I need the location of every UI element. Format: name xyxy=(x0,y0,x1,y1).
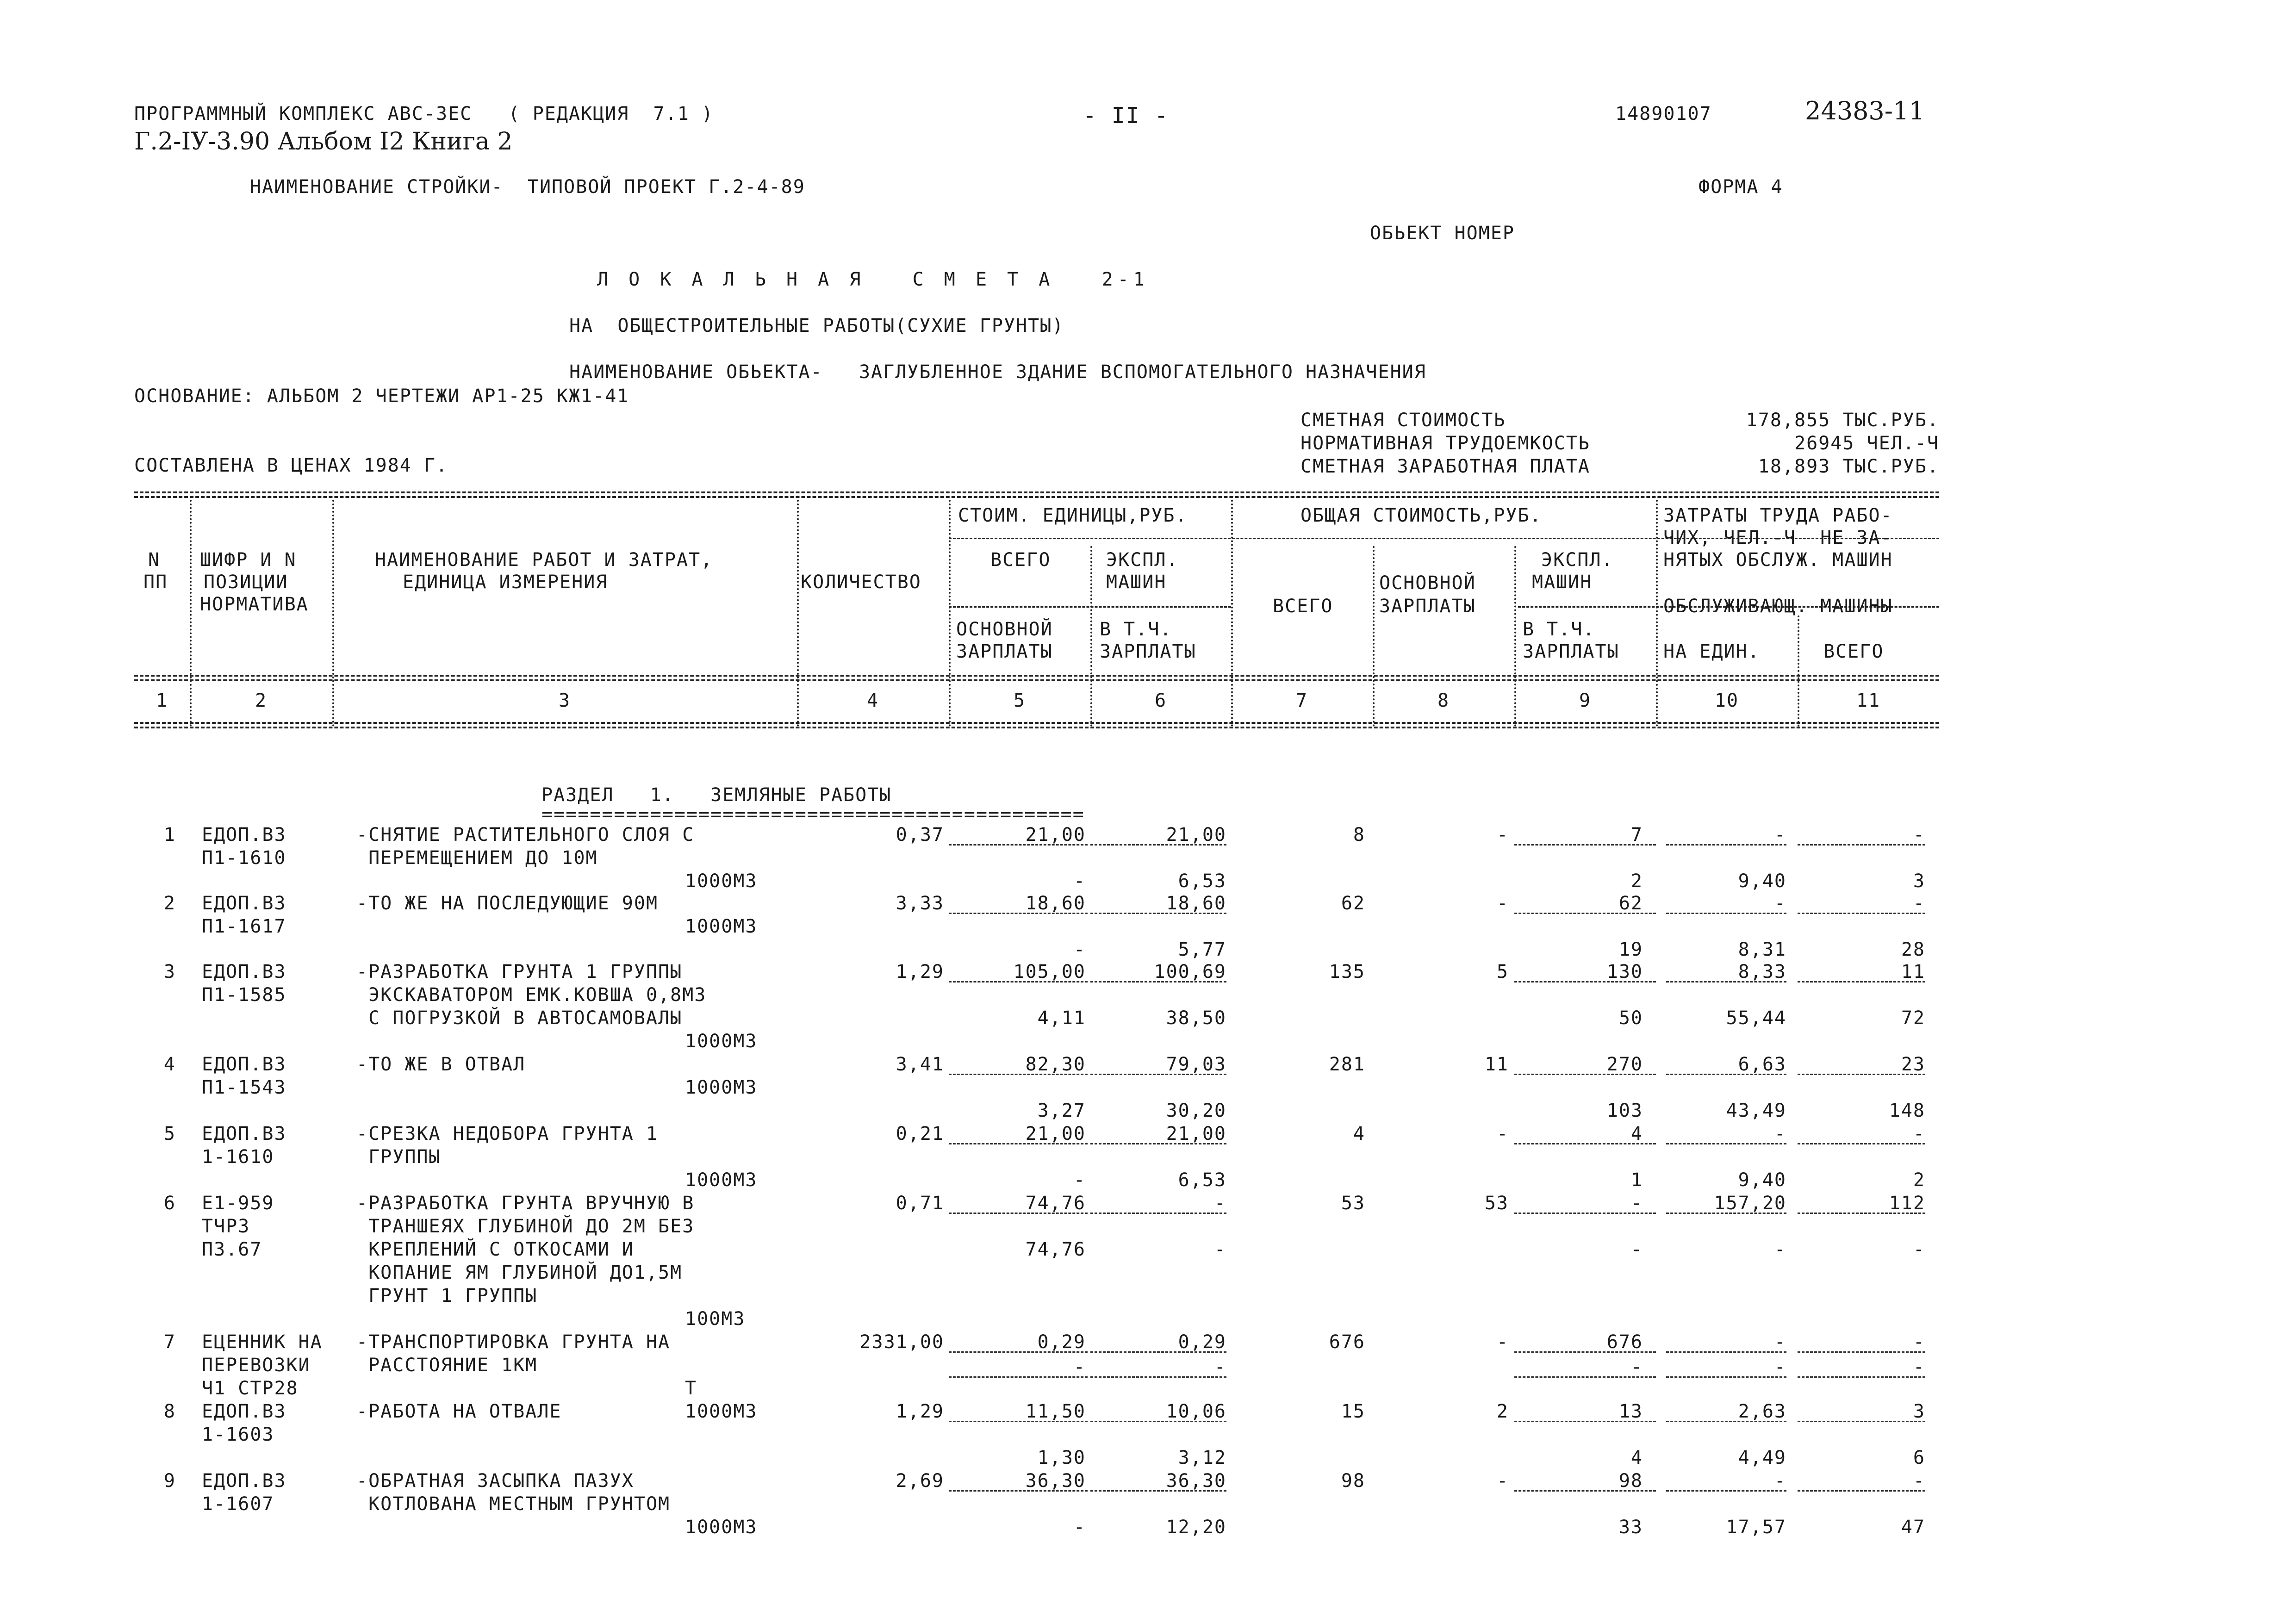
row-total-all: 62 xyxy=(1341,893,1365,914)
row-labor-unit: - xyxy=(1774,893,1786,914)
row-name: -ТРАНСПОРТИРОВКА ГРУНТА НА xyxy=(356,1331,671,1353)
row-unit: 1000М3 xyxy=(685,1401,758,1422)
cell-underline xyxy=(1514,913,1656,914)
colnum: 4 xyxy=(866,690,879,711)
cell-underline xyxy=(1666,913,1786,914)
cell-underline xyxy=(1666,1376,1786,1378)
cell-underline xyxy=(1798,1421,1925,1422)
hdr-unit-cost: СТОИМ. ЕДИНИЦЫ,РУБ. xyxy=(958,505,1188,526)
cell-underline xyxy=(1090,1074,1226,1075)
row-labor-unit: 8,33 xyxy=(1738,961,1786,983)
wage-label: СМЕТНАЯ ЗАРАБОТНАЯ ПЛАТА xyxy=(1300,456,1590,477)
cell-underline xyxy=(949,1074,1088,1075)
row-unit-mach-wage: 38,50 xyxy=(1166,1007,1226,1029)
row-number: 9 xyxy=(163,1470,176,1492)
hdr-labor-serv: ОБСЛУЖИВАЮЩ. МАШИНЫ xyxy=(1663,596,1893,617)
row-labor-unit-serv: 55,44 xyxy=(1726,1007,1786,1029)
prices-year: СОСТАВЛЕНА В ЦЕНАХ 1984 Г. xyxy=(134,455,448,476)
row-unit-mach-wage: - xyxy=(1214,1356,1226,1378)
row-name: ГРУНТ 1 ГРУППЫ xyxy=(356,1285,538,1306)
hdr-total-base-2: ЗАРПЛАТЫ xyxy=(1379,596,1476,617)
row-unit-mach-wage: 12,20 xyxy=(1166,1517,1226,1538)
hdr-n: N xyxy=(148,549,161,571)
cell-underline xyxy=(1798,1143,1925,1144)
total-cost-label: СМЕТНАЯ СТОИМОСТЬ xyxy=(1300,410,1506,431)
hdr-unit-mach-2: МАШИН xyxy=(1106,572,1167,593)
hdr-code-2: ПОЗИЦИИ xyxy=(204,572,288,593)
row-labor-total-serv: 2 xyxy=(1913,1169,1925,1191)
cell-underline xyxy=(1798,981,1925,983)
hdr-pp: ПП xyxy=(143,572,168,593)
hdr-unit-mwage-2: ЗАРПЛАТЫ xyxy=(1100,641,1196,662)
row-total-mach: 4 xyxy=(1630,1123,1643,1144)
row-name: -РАЗРАБОТКА ГРУНТА ВРУЧНУЮ В xyxy=(356,1193,695,1214)
row-name: ЭКСКАВАТОРОМ ЕМК.КОВША 0,8М3 xyxy=(356,984,707,1006)
cell-underline xyxy=(1798,1351,1925,1353)
row-labor-unit: - xyxy=(1774,824,1786,846)
row-labor-unit: 6,63 xyxy=(1738,1054,1786,1075)
hdr-name-2: ЕДИНИЦА ИЗМЕРЕНИЯ xyxy=(403,572,608,593)
row-qty: 1,29 xyxy=(896,961,944,983)
row-total-mach-wage: 1 xyxy=(1630,1169,1643,1191)
row-unit-mach-wage: 3,12 xyxy=(1178,1447,1226,1468)
hdr-unit-mach-1: ЭКСПЛ. xyxy=(1106,549,1179,571)
row-code: ЕЦЕННИК НА xyxy=(202,1331,323,1353)
row-total-all: 135 xyxy=(1329,961,1365,983)
row-code: ЕДОП.ВЗ xyxy=(202,1123,286,1144)
row-unit-wage: - xyxy=(1073,871,1086,892)
row-unit-total: 21,00 xyxy=(1025,1123,1086,1144)
document-code: 14890107 xyxy=(1615,103,1712,124)
cell-underline xyxy=(1090,1143,1226,1144)
row-unit: 1000М3 xyxy=(685,916,758,937)
row-total-mach: - xyxy=(1630,1193,1643,1214)
row-total-mach-wage: 19 xyxy=(1618,939,1643,960)
row-unit: 1000М3 xyxy=(685,1077,758,1098)
cell-underline xyxy=(1090,844,1226,846)
row-labor-total: 3 xyxy=(1913,1401,1925,1422)
cell-underline xyxy=(1514,981,1656,983)
row-total-wage: 5 xyxy=(1496,961,1509,983)
cell-underline xyxy=(1514,1213,1656,1214)
row-unit-total: 0,29 xyxy=(1037,1331,1086,1353)
row-unit: 1000М3 xyxy=(685,871,758,892)
row-total-mach-wage: 33 xyxy=(1618,1517,1643,1538)
object-number: ОБЬЕКТ НОМЕР xyxy=(1370,223,1515,244)
row-qty: 1,29 xyxy=(896,1401,944,1422)
hdr-total-base-1: ОСНОВНОЙ xyxy=(1379,572,1476,594)
row-total-mach-wage: 2 xyxy=(1630,871,1643,892)
row-code: П1-1617 xyxy=(202,916,286,937)
row-number: 2 xyxy=(163,893,176,914)
row-labor-unit-serv: 8,31 xyxy=(1738,939,1786,960)
section-rule: ============================================= xyxy=(541,804,1085,825)
page-title: Л О К А Л Ь Н А Я С М Е Т А 2-1 xyxy=(597,269,1149,290)
row-name: -СРЕЗКА НЕДОБОРА ГРУНТА 1 xyxy=(356,1123,659,1144)
colnum: 3 xyxy=(558,690,571,711)
row-total-wage: - xyxy=(1496,1123,1509,1144)
row-total-wage: 2 xyxy=(1496,1401,1509,1422)
hdr-unit-mwage-1: В Т.Ч. xyxy=(1100,619,1172,640)
row-unit-total: 74,76 xyxy=(1025,1193,1086,1214)
row-code: 1-1610 xyxy=(202,1146,274,1168)
row-qty: 3,41 xyxy=(896,1054,944,1075)
row-code: 1-1603 xyxy=(202,1424,274,1445)
cell-underline xyxy=(1514,1376,1656,1378)
row-code: ЕДОП.ВЗ xyxy=(202,1054,286,1075)
section-title: РАЗДЕЛ 1. ЗЕМЛЯНЫЕ РАБОТЫ xyxy=(541,784,892,806)
cell-underline xyxy=(1090,1490,1226,1492)
hdr-total-mwage-1: В Т.Ч. xyxy=(1523,619,1595,640)
row-unit-wage: - xyxy=(1073,1517,1086,1538)
row-name: -ТО ЖЕ В ОТВАЛ xyxy=(356,1054,526,1075)
cell-underline xyxy=(949,1376,1088,1378)
row-total-mach: 62 xyxy=(1618,893,1643,914)
object-name: НАИМЕНОВАНИЕ ОБЬЕКТА- ЗАГЛУБЛЕННОЕ ЗДАНИЕ ВСПОМОГАТЕЛЬНОГО НАЗНАЧЕНИЯ xyxy=(569,361,1426,383)
cell-underline xyxy=(1090,1351,1226,1353)
row-name: -СНЯТИЕ РАСТИТЕЛЬНОГО СЛОЯ С xyxy=(356,824,695,846)
row-name: -ОБРАТНАЯ ЗАСЫПКА ПАЗУХ xyxy=(356,1470,634,1492)
row-code: П1-1610 xyxy=(202,847,286,869)
numbers-rule xyxy=(134,722,1939,724)
row-unit: Т xyxy=(685,1378,697,1399)
row-unit-mach: 0,29 xyxy=(1178,1331,1226,1353)
hdr-qty: КОЛИЧЕСТВО xyxy=(801,572,921,593)
row-unit: 1000М3 xyxy=(685,1031,758,1052)
cell-underline xyxy=(1090,1213,1226,1214)
row-name: ТРАНШЕЯХ ГЛУБИНОЙ ДО 2М БЕЗ xyxy=(356,1216,695,1237)
program-name: ПРОГРАММНЫЙ КОМПЛЕКС АВС-ЗЕС ( РЕДАКЦИЯ 7.1 ) xyxy=(134,103,714,124)
header-rule-bottom2 xyxy=(134,679,1939,681)
row-qty: 0,37 xyxy=(896,824,944,846)
row-labor-unit: - xyxy=(1774,1331,1786,1353)
hdr-unit-total: ВСЕГО xyxy=(990,549,1051,571)
row-name: ГРУППЫ xyxy=(356,1146,441,1168)
row-name: -ТО ЖЕ НА ПОСЛЕДУЮЩИЕ 90М xyxy=(356,893,659,914)
row-labor-unit: 2,63 xyxy=(1738,1401,1786,1422)
hdr-total-mach-2: МАШИН xyxy=(1532,572,1593,593)
row-qty: 0,21 xyxy=(896,1123,944,1144)
wage-value: 18,893 ТЫС.РУБ. xyxy=(1758,456,1939,477)
cell-underline xyxy=(1798,1213,1925,1214)
row-unit-wage: 1,30 xyxy=(1037,1447,1086,1468)
row-unit-wage: 74,76 xyxy=(1025,1239,1086,1260)
cell-underline xyxy=(1798,1074,1925,1075)
row-name: РАССТОЯНИЕ 1КМ xyxy=(356,1355,538,1376)
hdr-total-all: ВСЕГО xyxy=(1273,596,1333,617)
hdr-total-mwage-2: ЗАРПЛАТЫ xyxy=(1523,641,1619,662)
row-unit-mach: 10,06 xyxy=(1166,1401,1226,1422)
cell-underline xyxy=(949,1490,1088,1492)
colnum: 5 xyxy=(1013,690,1026,711)
row-qty: 2331,00 xyxy=(859,1331,944,1353)
row-unit-mach: 18,60 xyxy=(1166,893,1226,914)
row-code: ПЗ.67 xyxy=(202,1239,262,1260)
cell-underline xyxy=(949,981,1088,983)
row-labor-unit: - xyxy=(1774,1470,1786,1492)
row-total-mach: 270 xyxy=(1606,1054,1643,1075)
row-code: ПЕРЕВОЗКИ xyxy=(202,1355,311,1376)
row-code: ТЧР3 xyxy=(202,1216,250,1237)
row-unit-total: 21,00 xyxy=(1025,824,1086,846)
cell-underline xyxy=(1666,1421,1786,1422)
colnum: 2 xyxy=(255,690,268,711)
row-code: Е1-959 xyxy=(202,1193,274,1214)
row-labor-total-serv: 148 xyxy=(1889,1100,1925,1121)
hdr-code-3: НОРМАТИВА xyxy=(200,594,309,615)
form-label: ФОРМА 4 xyxy=(1699,176,1783,198)
row-code: 1-1607 xyxy=(202,1493,274,1515)
row-labor-total: 11 xyxy=(1901,961,1925,983)
row-number: 3 xyxy=(163,961,176,983)
row-labor-unit-serv: 43,49 xyxy=(1726,1100,1786,1121)
hdr-labor-unit: НА ЕДИН. xyxy=(1663,641,1760,662)
cell-underline xyxy=(949,844,1088,846)
cell-underline xyxy=(1666,1490,1786,1492)
row-code: П1-1543 xyxy=(202,1077,286,1098)
cell-underline xyxy=(1666,1143,1786,1144)
row-total-all: 4 xyxy=(1353,1123,1365,1144)
row-unit-total: 18,60 xyxy=(1025,893,1086,914)
row-labor-unit: 157,20 xyxy=(1714,1193,1786,1214)
cell-underline xyxy=(1514,844,1656,846)
colnum: 8 xyxy=(1437,690,1450,711)
labor-intensity-label: НОРМАТИВНАЯ ТРУДОЕМКОСТЬ xyxy=(1300,433,1590,454)
row-labor-total-serv: 6 xyxy=(1913,1447,1925,1468)
row-code: ЕДОП.ВЗ xyxy=(202,961,286,983)
row-unit-total: 105,00 xyxy=(1013,961,1086,983)
row-unit-mach-wage: - xyxy=(1214,1239,1226,1260)
hdr-labor-3: НЯТЫХ ОБСЛУЖ. МАШИН xyxy=(1663,549,1893,571)
colnum: 6 xyxy=(1154,690,1167,711)
cell-underline xyxy=(949,1421,1088,1422)
hdr-unit-wage-1: ОСНОВНОЙ xyxy=(956,619,1053,640)
cell-underline xyxy=(1514,1074,1656,1075)
row-unit-total: 36,30 xyxy=(1025,1470,1086,1492)
total-cost-value: 178,855 ТЫС.РУБ. xyxy=(1746,410,1939,431)
row-total-mach: 98 xyxy=(1618,1470,1643,1492)
row-unit-mach-wage: 6,53 xyxy=(1178,1169,1226,1191)
row-labor-total-serv: 47 xyxy=(1901,1517,1925,1538)
row-labor-total-serv: 72 xyxy=(1901,1007,1925,1029)
row-unit-mach-wage: 6,53 xyxy=(1178,871,1226,892)
album-reference: Г.2-IУ-3.90 Альбом I2 Книга 2 xyxy=(134,128,513,155)
row-labor-total: - xyxy=(1913,1123,1925,1144)
row-total-mach-wage: - xyxy=(1630,1239,1643,1260)
row-total-mach: 13 xyxy=(1618,1401,1643,1422)
cell-underline xyxy=(949,1143,1088,1144)
row-number: 1 xyxy=(163,824,176,846)
row-total-wage: 53 xyxy=(1484,1193,1509,1214)
row-labor-unit-serv: 17,57 xyxy=(1726,1517,1786,1538)
row-unit: 1000М3 xyxy=(685,1169,758,1191)
colnum: 1 xyxy=(156,690,168,711)
cell-underline xyxy=(1514,1351,1656,1353)
row-total-wage: - xyxy=(1496,1331,1509,1353)
row-number: 6 xyxy=(163,1193,176,1214)
header-rule-top xyxy=(134,491,1939,493)
colnum: 9 xyxy=(1579,690,1592,711)
row-name: ПЕРЕМЕЩЕНИЕМ ДО 10М xyxy=(356,847,598,869)
row-unit-mach: 36,30 xyxy=(1166,1470,1226,1492)
row-qty: 3,33 xyxy=(896,893,944,914)
row-name: КОПАНИЕ ЯМ ГЛУБИНОЙ ДО1,5М xyxy=(356,1262,683,1283)
row-total-mach-wage: - xyxy=(1630,1356,1643,1378)
row-labor-total-serv: 28 xyxy=(1901,939,1925,960)
row-number: 7 xyxy=(163,1331,176,1353)
row-total-wage: - xyxy=(1496,893,1509,914)
row-unit-mach: 79,03 xyxy=(1166,1054,1226,1075)
colnum: 11 xyxy=(1856,690,1881,711)
header-rule-bottom xyxy=(134,675,1939,677)
row-name: -РАЗРАБОТКА ГРУНТА 1 ГРУППЫ xyxy=(356,961,683,983)
row-unit-wage: 4,11 xyxy=(1037,1007,1086,1029)
cell-underline xyxy=(1666,1351,1786,1353)
row-labor-total: - xyxy=(1913,1331,1925,1353)
hdr-labor-total: ВСЕГО xyxy=(1823,641,1884,662)
row-total-wage: 11 xyxy=(1484,1054,1509,1075)
header-rule-top2 xyxy=(134,496,1939,498)
cell-underline xyxy=(949,913,1088,914)
labor-intensity-value: 26945 ЧЕЛ.-Ч xyxy=(1794,433,1939,454)
row-total-mach: 130 xyxy=(1606,961,1643,983)
row-total-mach: 7 xyxy=(1630,824,1643,846)
row-total-wage: - xyxy=(1496,824,1509,846)
hdr-total-mach-1: ЭКСПЛ. xyxy=(1541,549,1614,571)
row-code: ЕДОП.ВЗ xyxy=(202,893,286,914)
row-labor-unit: - xyxy=(1774,1123,1786,1144)
row-labor-unit-serv: 9,40 xyxy=(1738,871,1786,892)
cell-underline xyxy=(1666,1074,1786,1075)
row-unit-mach-wage: 30,20 xyxy=(1166,1100,1226,1121)
handwritten-number: 24383-11 xyxy=(1805,96,1925,125)
row-qty: 2,69 xyxy=(896,1470,944,1492)
row-total-wage: - xyxy=(1496,1470,1509,1492)
colnum: 7 xyxy=(1295,690,1308,711)
row-labor-total: - xyxy=(1913,893,1925,914)
hdr-labor-1: ЗАТРАТЫ ТРУДА РАБО- xyxy=(1663,505,1893,526)
hdr-code-1: ШИФР И N xyxy=(200,549,297,571)
cell-underline xyxy=(1090,1376,1226,1378)
cell-underline xyxy=(1514,1490,1656,1492)
hdr-unit-wage-2: ЗАРПЛАТЫ xyxy=(956,641,1053,662)
row-total-all: 676 xyxy=(1329,1331,1365,1353)
row-number: 4 xyxy=(163,1054,176,1075)
row-total-mach-wage: 50 xyxy=(1618,1007,1643,1029)
row-unit-wage: 3,27 xyxy=(1037,1100,1086,1121)
cell-underline xyxy=(1666,981,1786,983)
row-unit-mach-wage: 5,77 xyxy=(1178,939,1226,960)
row-total-all: 98 xyxy=(1341,1470,1365,1492)
page-number: - II - xyxy=(1083,103,1169,129)
row-unit-total: 82,30 xyxy=(1025,1054,1086,1075)
row-labor-total-serv: - xyxy=(1913,1356,1925,1378)
row-name: -РАБОТА НА ОТВАЛЕ xyxy=(356,1401,562,1422)
row-number: 5 xyxy=(163,1123,176,1144)
row-name: КРЕПЛЕНИЙ С ОТКОСАМИ И xyxy=(356,1239,634,1260)
row-total-all: 15 xyxy=(1341,1401,1365,1422)
row-name: С ПОГРУЗКОЙ В АВТОСАМОВАЛЫ xyxy=(356,1007,683,1029)
row-total-all: 53 xyxy=(1341,1193,1365,1214)
row-total-mach-wage: 103 xyxy=(1606,1100,1643,1121)
cell-underline xyxy=(1798,1490,1925,1492)
row-labor-unit-serv: - xyxy=(1774,1239,1786,1260)
hdr-name-1: НАИМЕНОВАНИЕ РАБОТ И ЗАТРАТ, xyxy=(375,549,713,571)
hdr-labor-2: ЧИХ, ЧЕЛ.-Ч НЕ ЗА- xyxy=(1663,527,1893,548)
cell-underline xyxy=(1090,981,1226,983)
cell-underline xyxy=(1090,1421,1226,1422)
row-unit-mach: 21,00 xyxy=(1166,824,1226,846)
row-unit-mach: 100,69 xyxy=(1154,961,1226,983)
row-unit: 1000М3 xyxy=(685,1517,758,1538)
row-labor-unit-serv: 4,49 xyxy=(1738,1447,1786,1468)
row-unit-wage: - xyxy=(1073,939,1086,960)
cell-underline xyxy=(949,1213,1088,1214)
row-total-all: 8 xyxy=(1353,824,1365,846)
row-labor-total-serv: - xyxy=(1913,1239,1925,1260)
row-qty: 0,71 xyxy=(896,1193,944,1214)
row-number: 8 xyxy=(163,1401,176,1422)
row-code: ЕДОП.ВЗ xyxy=(202,1470,286,1492)
row-unit: 100М3 xyxy=(685,1308,746,1330)
row-labor-total: 112 xyxy=(1889,1193,1925,1214)
row-code: П1-1585 xyxy=(202,984,286,1006)
row-code: Ч1 СТР28 xyxy=(202,1378,299,1399)
cell-underline xyxy=(1514,1143,1656,1144)
row-unit-total: 11,50 xyxy=(1025,1401,1086,1422)
colnum: 10 xyxy=(1714,690,1739,711)
row-labor-total: - xyxy=(1913,824,1925,846)
construction-name: НАИМЕНОВАНИЕ СТРОЙКИ- ТИПОВОЙ ПРОЕКТ Г.2-4-89 xyxy=(250,176,805,198)
row-unit-wage: - xyxy=(1073,1356,1086,1378)
cell-underline xyxy=(949,1351,1088,1353)
cell-underline xyxy=(1090,913,1226,914)
hdr-total-cost: ОБЩАЯ СТОИМОСТЬ,РУБ. xyxy=(1300,505,1542,526)
row-labor-total: - xyxy=(1913,1470,1925,1492)
row-name: КОТЛОВАНА МЕСТНЫМ ГРУНТОМ xyxy=(356,1493,671,1515)
header-rule-mid2 xyxy=(949,606,1231,608)
numbers-rule2 xyxy=(134,727,1939,728)
cell-underline xyxy=(1798,844,1925,846)
cell-underline xyxy=(1798,913,1925,914)
row-unit-wage: - xyxy=(1073,1169,1086,1191)
row-total-all: 281 xyxy=(1329,1054,1365,1075)
basis: ОСНОВАНИЕ: АЛЬБОМ 2 ЧЕРТЕЖИ АР1-25 КЖ1-41 xyxy=(134,386,629,407)
cell-underline xyxy=(1666,1213,1786,1214)
row-unit-mach: 21,00 xyxy=(1166,1123,1226,1144)
cell-underline xyxy=(1798,1376,1925,1378)
row-total-mach-wage: 4 xyxy=(1630,1447,1643,1468)
row-code: ЕДОП.ВЗ xyxy=(202,1401,286,1422)
row-labor-unit-serv: - xyxy=(1774,1356,1786,1378)
page-subtitle: НА ОБЩЕСТРОИТЕЛЬНЫЕ РАБОТЫ(СУХИЕ ГРУНТЫ) xyxy=(569,315,1064,336)
row-labor-total-serv: 3 xyxy=(1913,871,1925,892)
cell-underline xyxy=(1514,1421,1656,1422)
cell-underline xyxy=(1666,844,1786,846)
row-code: ЕДОП.ВЗ xyxy=(202,824,286,846)
row-labor-unit-serv: 9,40 xyxy=(1738,1169,1786,1191)
row-labor-total: 23 xyxy=(1901,1054,1925,1075)
row-total-mach: 676 xyxy=(1606,1331,1643,1353)
row-unit-mach: - xyxy=(1214,1193,1226,1214)
